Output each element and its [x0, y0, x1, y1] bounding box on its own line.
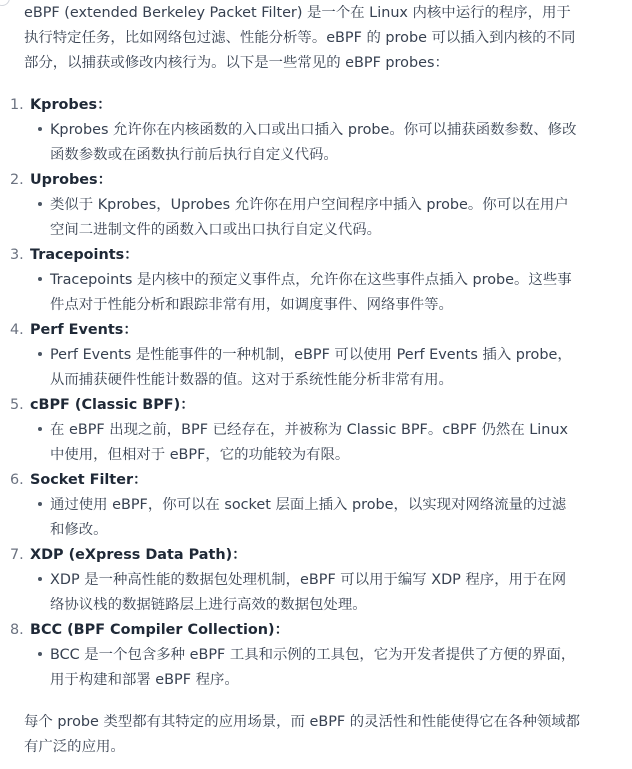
- list-item: [10, 468, 580, 543]
- bullet-icon: [38, 352, 42, 356]
- bullet-icon: [38, 202, 42, 206]
- bullet-icon: [38, 652, 42, 656]
- item-description: XDP 是一种高性能的数据包处理机制，eBPF 可以用于编写 XDP 程序，用于在网络协议栈的数据链路层上进行高效的数据包处理。: [50, 572, 567, 613]
- item-description: BCC 是一个包含多种 eBPF 工具和示例的工具包，它为开发者提供了方便的界面，用于构建和部署 eBPF 程序。: [50, 647, 576, 688]
- sub-item: [30, 568, 580, 618]
- bullet-icon: [38, 277, 42, 281]
- item-title: Kprobes：: [30, 97, 112, 113]
- list-item: [10, 618, 580, 693]
- item-description: 类似于 Kprobes，Uprobes 允许你在用户空间程序中插入 probe。你可以在用户空间二进制文件的函数入口或出口执行自定义代码。: [50, 197, 569, 238]
- list-item: [10, 243, 580, 318]
- item-number: 7.: [10, 547, 24, 563]
- item-title: BCC (BPF Compiler Collection)：: [30, 622, 290, 638]
- intro-paragraph: eBPF (extended Berkeley Packet Filter) 是一个在 Linux 内核中运行的程序，用于执行特定任务，比如网络包过滤、性能分析等。eBPF 的 probe 可以插入到内核的不同部分，以捕获或修改内核行为。以下是一些常见的 eBPF probes：: [24, 5, 576, 71]
- item-number: 6.: [10, 472, 24, 488]
- list-item: [10, 393, 580, 468]
- sub-item: [30, 268, 580, 318]
- sub-item: [30, 493, 580, 543]
- sub-item: [30, 193, 580, 243]
- bullet-icon: [38, 427, 42, 431]
- bullet-icon: [38, 127, 42, 131]
- item-description: 通过使用 eBPF，你可以在 socket 层面上插入 probe，以实现对网络流量的过滤和修改。: [50, 497, 567, 538]
- probe-list: [10, 93, 580, 693]
- item-title: XDP (eXpress Data Path)：: [30, 547, 247, 563]
- item-number: 4.: [10, 322, 24, 338]
- sub-item: [30, 418, 580, 468]
- item-title: Perf Events：: [30, 322, 138, 338]
- list-item: [10, 93, 580, 168]
- sub-item: [30, 343, 580, 393]
- item-number: 1.: [10, 97, 24, 113]
- item-title: Tracepoints：: [30, 247, 139, 263]
- item-title: Uprobes：: [30, 172, 112, 188]
- outro-paragraph: 每个 probe 类型都有其特定的应用场景，而 eBPF 的灵活性和性能使得它在各种领域都有广泛的应用。: [24, 714, 581, 755]
- item-description: Kprobes 允许你在内核函数的入口或出口插入 probe。你可以捕获函数参数、修改函数参数或在函数执行前后执行自定义代码。: [50, 122, 577, 163]
- bullet-icon: [38, 502, 42, 506]
- list-item: [10, 168, 580, 243]
- item-number: 5.: [10, 397, 24, 413]
- sub-item: [30, 118, 580, 168]
- item-title: cBPF (Classic BPF)：: [30, 397, 195, 413]
- item-title: Socket Filter：: [30, 472, 148, 488]
- avatar-edge: [0, 0, 10, 6]
- message-content: [10, 1, 581, 760]
- item-number: 2.: [10, 172, 24, 188]
- bullet-icon: [38, 577, 42, 581]
- item-number: 3.: [10, 247, 24, 263]
- sub-item: [30, 643, 580, 693]
- item-description: 在 eBPF 出现之前，BPF 已经存在，并被称为 Classic BPF。cBPF 仍然在 Linux 中使用，但相对于 eBPF，它的功能较为有限。: [50, 422, 569, 463]
- list-item: [10, 543, 580, 618]
- item-description: Perf Events 是性能事件的一种机制，eBPF 可以使用 Perf Events 插入 probe，从而捕获硬件性能计数器的值。这对于系统性能分析非常有用。: [50, 347, 572, 388]
- item-number: 8.: [10, 622, 24, 638]
- list-item: [10, 318, 580, 393]
- item-description: Tracepoints 是内核中的预定义事件点，允许你在这些事件点插入 probe。这些事件点对于性能分析和跟踪非常有用，如调度事件、网络事件等。: [50, 272, 572, 313]
